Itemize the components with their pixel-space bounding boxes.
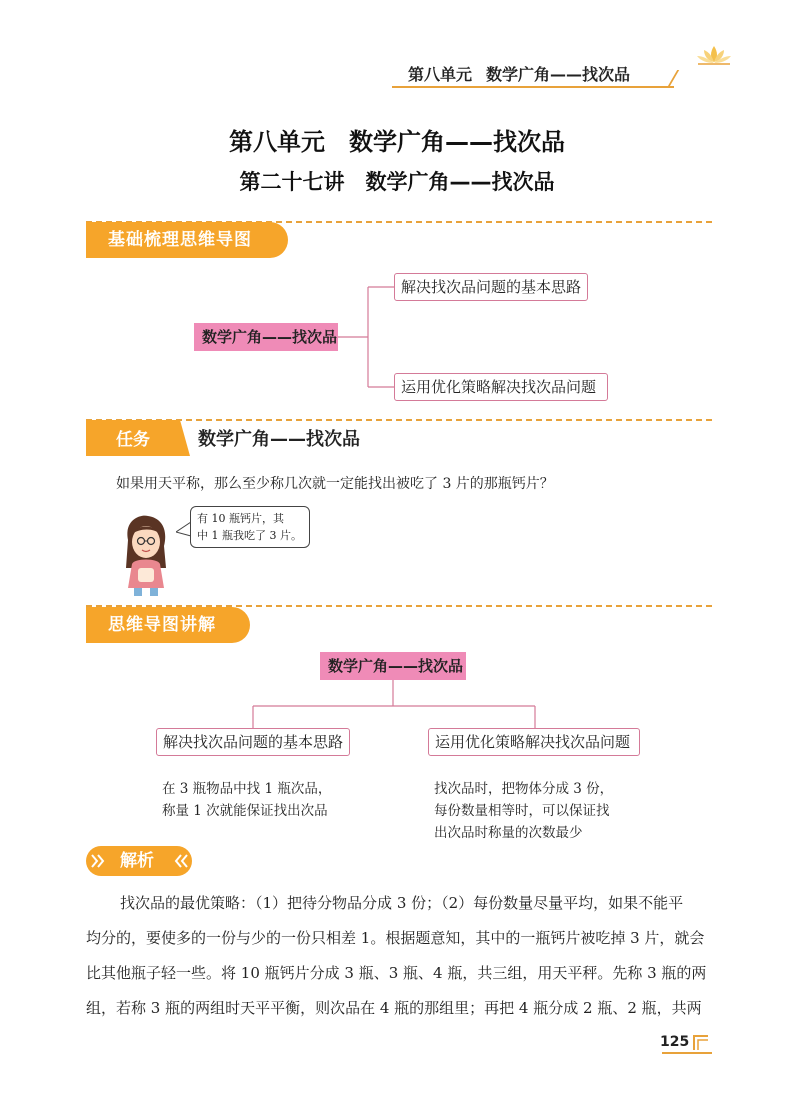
task-title: 数学广角——找次品 xyxy=(198,429,360,450)
page-number-rule xyxy=(662,1052,712,1054)
header-unit: 第八单元 xyxy=(408,65,473,84)
header-rule xyxy=(392,86,674,88)
page-corner-ornament xyxy=(690,1034,710,1052)
girl-illustration xyxy=(116,512,176,596)
analysis-line-4: 组，若称 3 瓶的两组时天平平衡，则次品在 4 瓶的那组里；再把 4 瓶分成 2 瓶、2 瓶，共两 xyxy=(86,999,702,1017)
analysis-line-1: 找次品的最优策略：（1）把待分物品分成 3 份；（2）每份数量尽量平均，如果不能平 xyxy=(120,894,684,912)
section-tag-basic: 基础梳理思维导图 xyxy=(86,222,288,258)
mindmap-branch-basic-1: 解决找次品问题的基本思路 xyxy=(394,273,588,301)
mindmap-branch-basic-2: 运用优化策略解决找次品问题 xyxy=(394,373,608,401)
explain-right-line-2: 每份数量相等时，可以保证找 xyxy=(434,803,610,819)
page-number: 125 xyxy=(660,1034,690,1050)
mindmap-center-explain: 数学广角——找次品 xyxy=(320,652,466,680)
mindmap-branch-explain-right: 运用优化策略解决找次品问题 xyxy=(428,728,640,756)
double-chevron-icon xyxy=(174,853,190,869)
explain-left-text xyxy=(162,778,331,822)
speech-bubble xyxy=(190,506,310,548)
analysis-line-2: 均分的，要使多的一份与少的一份只相差 1。根据题意知，其中的一瓶钙片被吃掉 3 片，就会 xyxy=(86,929,705,947)
lotus-icon xyxy=(694,42,734,68)
analysis-line-3: 比其他瓶子轻一些。将 10 瓶钙片分成 3 瓶、3 瓶、4 瓶，共三组，用天平秤。先称 3 瓶的两 xyxy=(86,964,707,982)
lecture-title: 第二十七讲 数学广角——找次品 xyxy=(239,170,555,194)
task-tag: 任务 xyxy=(116,430,150,450)
explain-left-line-1: 在 3 瓶物品中找 1 瓶次品， xyxy=(162,781,332,797)
explain-right-line-3: 出次品时称量的次数最少 xyxy=(434,825,583,841)
mindmap-branch-explain-left: 解决找次品问题的基本思路 xyxy=(156,728,350,756)
explain-right-text xyxy=(434,778,613,844)
explain-left-line-2: 称量 1 次就能保证找出次品 xyxy=(162,803,328,819)
mindmap-center-basic: 数学广角——找次品 xyxy=(194,323,338,351)
analysis-tag: 解析 xyxy=(120,851,154,871)
section-tag-explain: 思维导图讲解 xyxy=(86,607,250,643)
bubble-line-1: 有 10 瓶钙片，其 xyxy=(197,512,284,525)
double-chevron-icon xyxy=(90,853,106,869)
header-topic: 数学广角——找次品 xyxy=(486,65,631,84)
running-header xyxy=(408,62,630,85)
explain-right-line-1: 找次品时，把物体分成 3 份， xyxy=(434,781,614,797)
chapter-title: 第八单元 数学广角——找次品 xyxy=(229,128,565,156)
task-question: 如果用天平称，那么至少称几次就一定能找出被吃了 3 片的那瓶钙片？ xyxy=(116,476,554,492)
bubble-line-2: 中 1 瓶我吃了 3 片。 xyxy=(197,529,302,542)
